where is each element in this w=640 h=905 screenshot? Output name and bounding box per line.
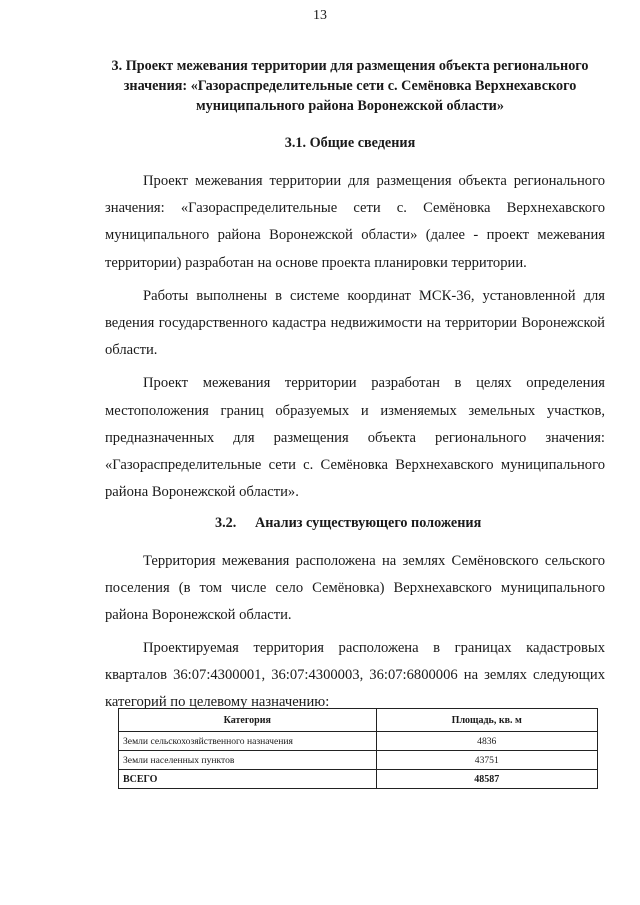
column-header-area: Площадь, кв. м <box>376 709 597 732</box>
section-title: 3. Проект межевания территории для размещения объекта регионального значения: «Газораспределительные сети с. Семёновка Верхнехавского муниципального района Воронежской области» <box>111 58 589 114</box>
category-cell: Земли сельскохозяйственного назначения <box>119 732 377 751</box>
paragraph: Проект межевания территории для размещения объекта регионального значения: «Газораспределительные сети с. Семёновка Верхнехавского муниципального района Воронежской области» (далее - проект межевания территории) разработан на основе проекта планировки территории. <box>105 173 605 271</box>
paragraph: Территория межевания расположена на землях Семёновского сельского поселения (в том числе село Семёновка) Верхнехавского муниципального района Воронежской области. <box>105 553 605 624</box>
subsection-2-title: Анализ существующего положения <box>255 515 482 531</box>
table-row <box>119 751 598 770</box>
paragraph: Проектируемая территория расположена в границах кадастровых кварталов 36:07:4300001, 36:07:4300003, 36:07:6800006 на землях следующих категорий по целевому назначению: <box>105 639 605 711</box>
subsection-2-number: 3.2. <box>215 515 237 531</box>
total-label-cell: ВСЕГО <box>119 770 377 789</box>
table-total-row <box>119 770 598 789</box>
total-area-cell: 48587 <box>376 770 597 789</box>
paragraph: Проект межевания территории разработан в целях определения местоположения границ образуемых и изменяемых земельных участков, предназначенных для размещения объекта регионального значения: «Газораспределительные сети с. Семёновка Верхнехавского муниципального района Воронежской области». <box>105 375 605 501</box>
area-cell: 4836 <box>376 732 597 751</box>
subsection-2-body <box>105 548 605 721</box>
subsection-1-body <box>105 168 605 512</box>
paragraph: Работы выполнены в системе координат МСК-36, установленной для ведения государственного кадастра недвижимости на территории Воронежской области. <box>105 287 605 359</box>
subsection-2-heading <box>215 513 481 533</box>
table-header-row <box>119 709 598 732</box>
table-row <box>119 732 598 751</box>
land-category-table <box>118 708 598 789</box>
column-header-category: Категория <box>119 709 377 732</box>
category-cell: Земли населенных пунктов <box>119 751 377 770</box>
area-cell: 43751 <box>376 751 597 770</box>
page-number: 13 <box>313 8 327 23</box>
subsection-1-heading: 3.1. Общие сведения <box>284 135 416 151</box>
